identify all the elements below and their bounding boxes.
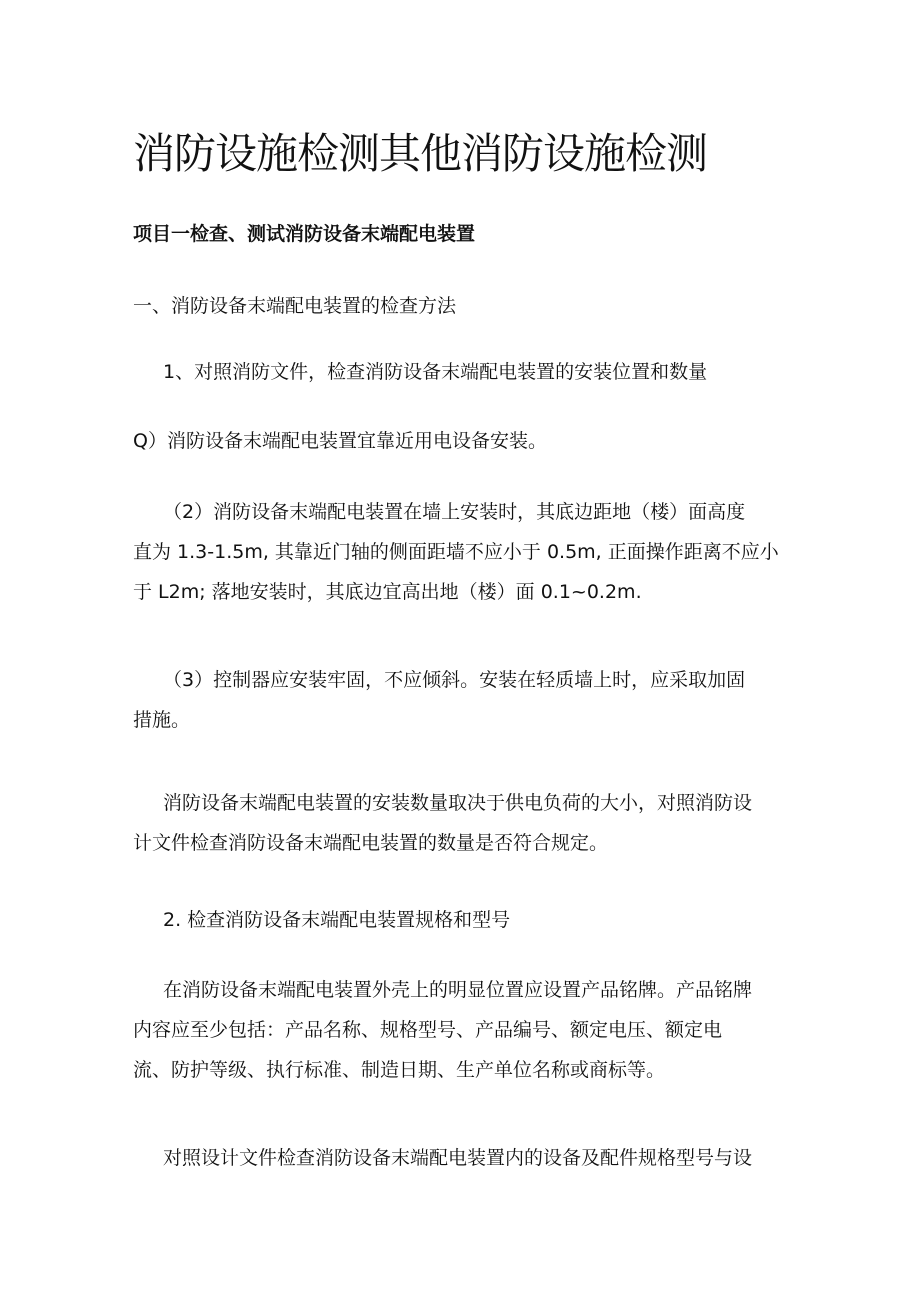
nameplate-paragraph [133, 970, 798, 1090]
item-3-line-1: （3）控制器应安装牢固，不应倾斜。安装在轻质墙上时，应采取加固 [163, 669, 746, 691]
quantity-line-2: 计文件检查消防设备末端配电装置的数量是否符合规定。 [133, 832, 609, 854]
item-2-heading-text: 2. 检查消防设备末端配电装置规格和型号 [163, 909, 511, 931]
quantity-line-1: 消防设备末端配电装置的安装数量取决于供电负荷的大小，对照消防设 [163, 792, 753, 814]
section-heading: 项目一检查、测试消防设备末端配电装置 [133, 223, 476, 245]
document-title: 消防设施检测其他消防设施检测 [133, 129, 708, 178]
nameplate-line-3: 流、防护等级、执行标准、制造日期、生产单位名称或商标等。 [133, 1059, 666, 1081]
quantity-paragraph [133, 783, 798, 863]
nameplate-line-1: 在消防设备末端配电装置外壳上的明显位置应设置产品铭牌。产品铭牌 [163, 979, 753, 1001]
item-q-paragraph [133, 421, 798, 461]
item-1-text: 1、对照消防文件，检查消防设备末端配电装置的安装位置和数量 [163, 361, 708, 383]
item-1-heading [133, 352, 798, 392]
item-2-heading [133, 900, 798, 940]
nameplate-line-2: 内容应至少包括：产品名称、规格型号、产品编号、额定电压、额定电 [133, 1019, 723, 1041]
design-paragraph [133, 1138, 798, 1178]
item-2-line-2: 直为 1.3-1.5m, 其靠近门轴的侧面距墙不应小于 0.5m, 正面操作距离不应小 [133, 541, 779, 563]
design-line-1: 对照设计文件检查消防设备末端配电装置内的设备及配件规格型号与设 [163, 1147, 753, 1169]
item-2-line-1: （2）消防设备末端配电装置在墙上安装时，其底边距地（楼）面高度 [163, 501, 746, 523]
item-3-line-2: 措施。 [133, 709, 191, 731]
item-3-paragraph [133, 660, 798, 740]
item-q-text: Q）消防设备末端配电装置宜靠近用电设备安装。 [133, 430, 547, 452]
item-2-paragraph [133, 492, 798, 612]
item-2-line-3: 于 L2m; 落地安装时，其底边宜高出地（楼）面 0.1~0.2m. [133, 581, 642, 603]
subheading: 一、消防设备末端配电装置的检查方法 [133, 295, 457, 317]
